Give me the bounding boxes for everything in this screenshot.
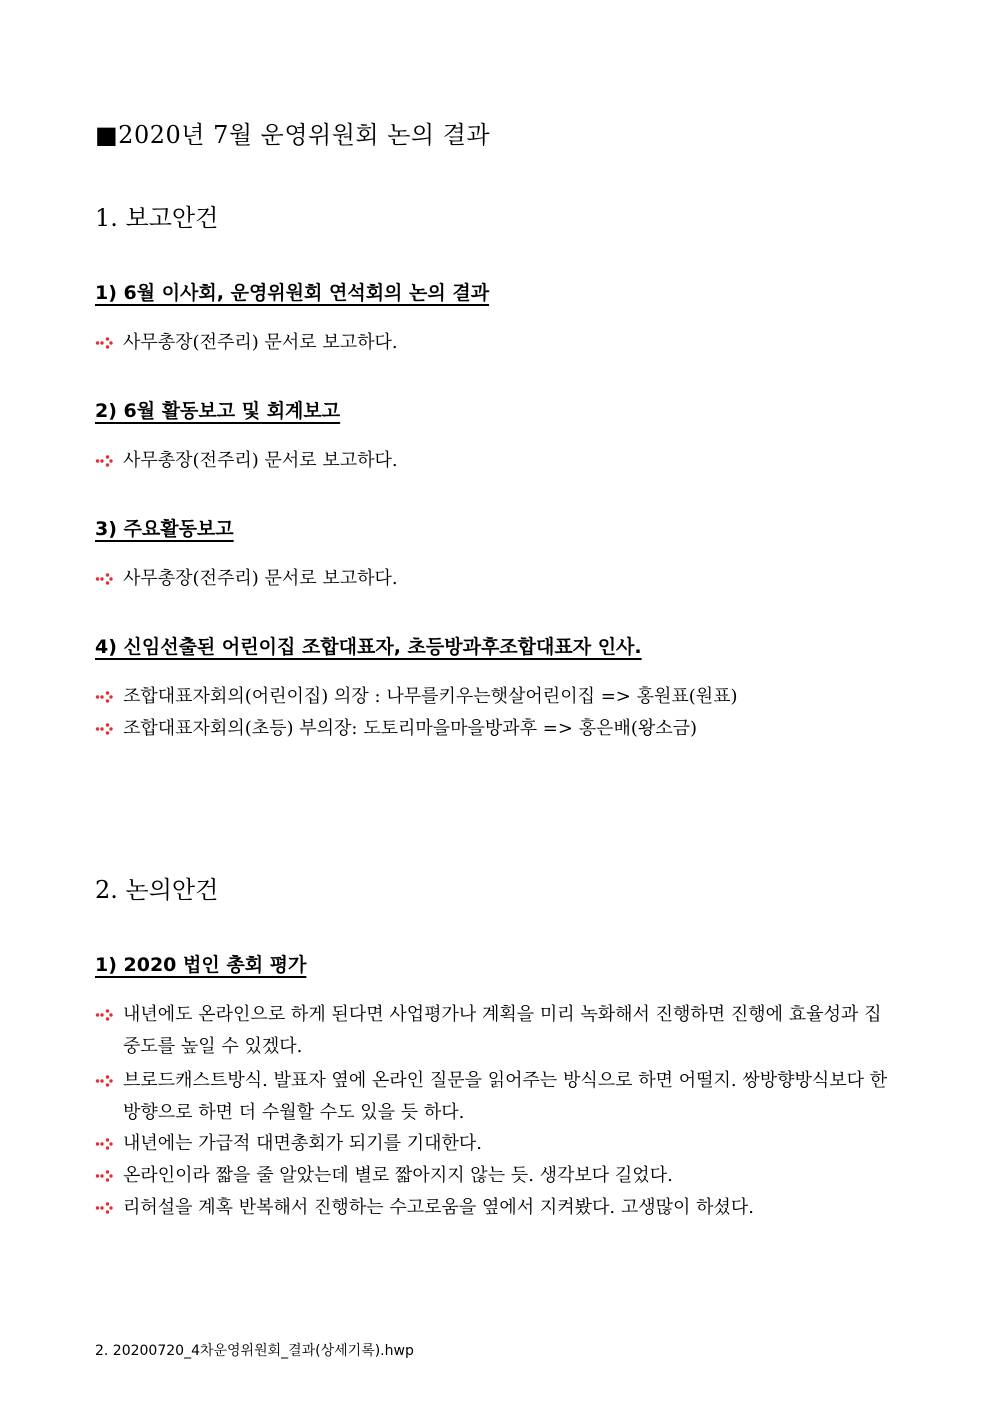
bullet-icon <box>95 1170 113 1182</box>
bullet-icon <box>95 573 113 585</box>
bullet-item <box>95 563 897 595</box>
bullet-icon <box>95 337 113 349</box>
bullet-item <box>95 1192 897 1224</box>
report-item-1-heading: 1) 6월 이사회, 운영위원회 연석회의 논의 결과 <box>95 282 490 304</box>
bullet-icon <box>95 1202 113 1214</box>
bullet-item <box>95 1065 897 1129</box>
document-title: ■2020년 7월 운영위원회 논의 결과 <box>95 121 491 149</box>
bullet-icon <box>95 1075 113 1087</box>
bullet-icon <box>95 1138 113 1150</box>
bullet-item <box>95 999 897 1063</box>
bullet-item <box>95 713 897 745</box>
report-item-4-heading: 4) 신임선출된 어린이집 조합대표자, 초등방과후조합대표자 인사. <box>95 636 642 658</box>
bullet-text: 사무총장(전주리) 문서로 보고하다. <box>123 568 398 589</box>
bullet-text: 조합대표자회의(어린이집) 의장 : 나무를키우는햇살어린이집 => 홍원표(원표) <box>123 686 738 707</box>
bullet-text: 리허설을 계혹 반복해서 진행하는 수고로움을 옆에서 지켜봤다. 고생많이 하셨다. <box>123 1197 755 1218</box>
bullet-icon <box>95 691 113 703</box>
footer-filename: 2. 20200720_4차운영위원회_결과(상세기록).hwp <box>95 1343 414 1359</box>
bullet-text: 조합대표자회의(초등) 부의장: 도토리마을마을방과후 => 홍은배(왕소금) <box>123 718 698 739</box>
bullet-item <box>95 1160 897 1192</box>
bullet-text: 사무총장(전주리) 문서로 보고하다. <box>123 450 398 471</box>
bullet-icon <box>95 455 113 467</box>
bullet-icon <box>95 723 113 735</box>
report-item-2-heading: 2) 6월 활동보고 및 회계보고 <box>95 400 341 422</box>
bullet-text: 사무총장(전주리) 문서로 보고하다. <box>123 332 398 353</box>
bullet-text: 내년에는 가급적 대면총회가 되기를 기대한다. <box>123 1133 482 1154</box>
report-item-3-heading: 3) 주요활동보고 <box>95 518 234 540</box>
bullet-item <box>95 1128 897 1160</box>
discussion-item-1-heading: 1) 2020 법인 총회 평가 <box>95 954 307 976</box>
bullet-text: 브로드캐스트방식. 발표자 옆에 온라인 질문을 읽어주는 방식으로 하면 어떨지. 쌍방향방식보다 한방향으로 하면 더 수월할 수도 있을 듯 하다. <box>123 1070 888 1123</box>
section-heading-report: 1. 보고안건 <box>95 204 219 232</box>
bullet-item <box>95 681 897 713</box>
bullet-item <box>95 445 897 477</box>
bullet-text: 내년에도 온라인으로 하게 된다면 사업평가나 계획을 미리 녹화해서 진행하면 진행에 효율성과 집중도를 높일 수 있겠다. <box>123 1004 882 1057</box>
bullet-icon <box>95 1009 113 1021</box>
bullet-text: 온라인이라 짧을 줄 알았는데 별로 짧아지지 않는 듯. 생각보다 길었다. <box>123 1165 673 1186</box>
bullet-item <box>95 327 897 359</box>
section-heading-discussion: 2. 논의안건 <box>95 876 219 904</box>
